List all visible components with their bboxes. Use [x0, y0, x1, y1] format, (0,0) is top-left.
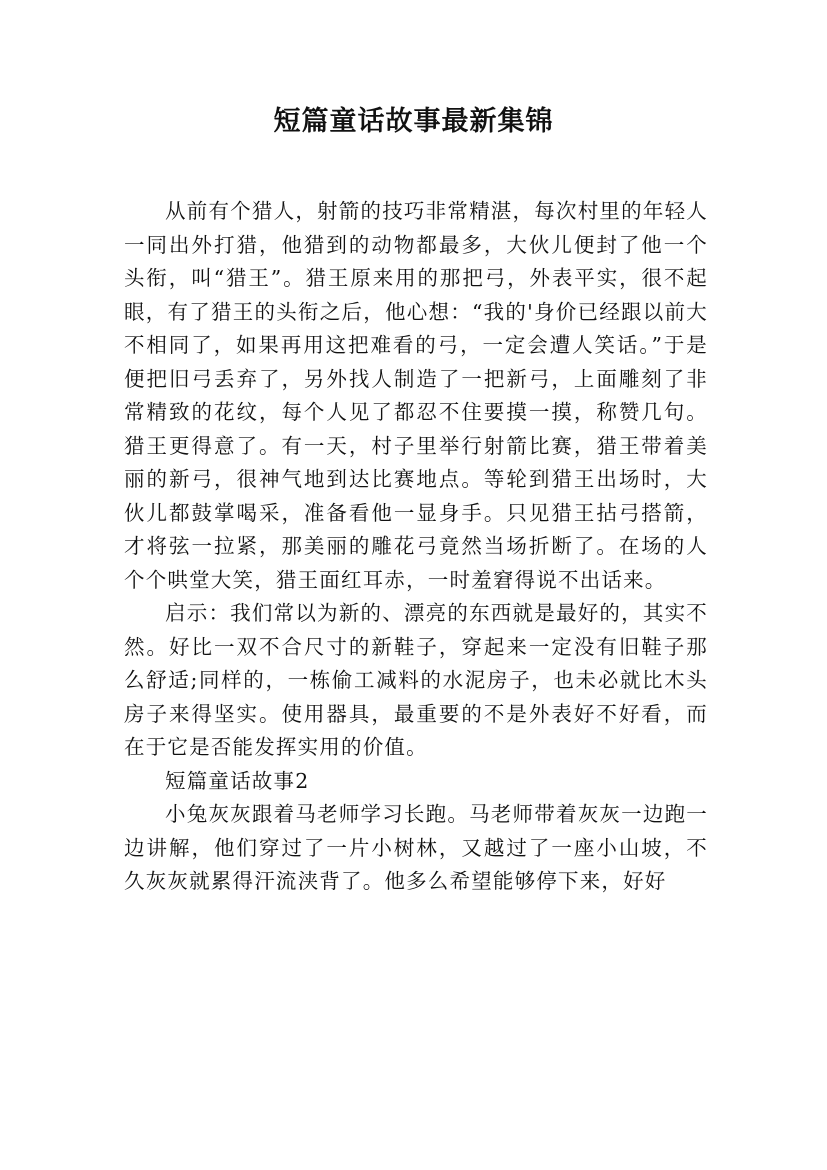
paragraph-moral: 启示：我们常以为新的、漂亮的东西就是最好的，其实不然。好比一双不合尺寸的新鞋子，穿起来一定没有旧鞋子那么舒适;同样的，一栋偷工减料的水泥房子，也未必就比木头房子来得坚实。使用器具，最重要的不是外表好不好看，而在于它是否能发挥实用的价值。	[124, 601, 708, 759]
document-body	[124, 195, 708, 899]
document-title: 短篇童话故事最新集锦	[273, 106, 554, 137]
section-heading-story-2: 短篇童话故事2	[165, 768, 310, 793]
paragraph-story-1: 从前有个猎人，射箭的技巧非常精湛，每次村里的年轻人一同出外打猎，他猎到的动物都最多，大伙儿便封了他一个头衔，叫“猎王”。猎王原来用的那把弓，外表平实，很不起眼，有了猎王的头衔之后，他心想：“我的'身价已经跟以前大不相同了，如果再用这把难看的弓，一定会遭人笑话。”于是便把旧弓丢弃了，另外找人制造了一把新弓，上面雕刻了非常精致的花纹，每个人见了都忍不住要摸一摸，称赞几句。猎王更得意了。有一天，村子里举行射箭比赛，猎王带着美丽的新弓，很神气地到达比赛地点。等轮到猎王出场时，大伙儿都鼓掌喝采，准备看他一显身手。只见猎王拈弓搭箭，才将弦一拉紧，那美丽的雕花弓竟然当场折断了。在场的人个个哄堂大笑，猎王面红耳赤，一时羞窘得说不出话来。	[124, 199, 708, 592]
paragraph-story-2: 小兔灰灰跟着马老师学习长跑。马老师带着灰灰一边跑一边讲解，他们穿过了一片小树林，又越过了一座小山坡，不久灰灰就累得汗流浃背了。他多么希望能够停下来，好好	[124, 802, 708, 893]
